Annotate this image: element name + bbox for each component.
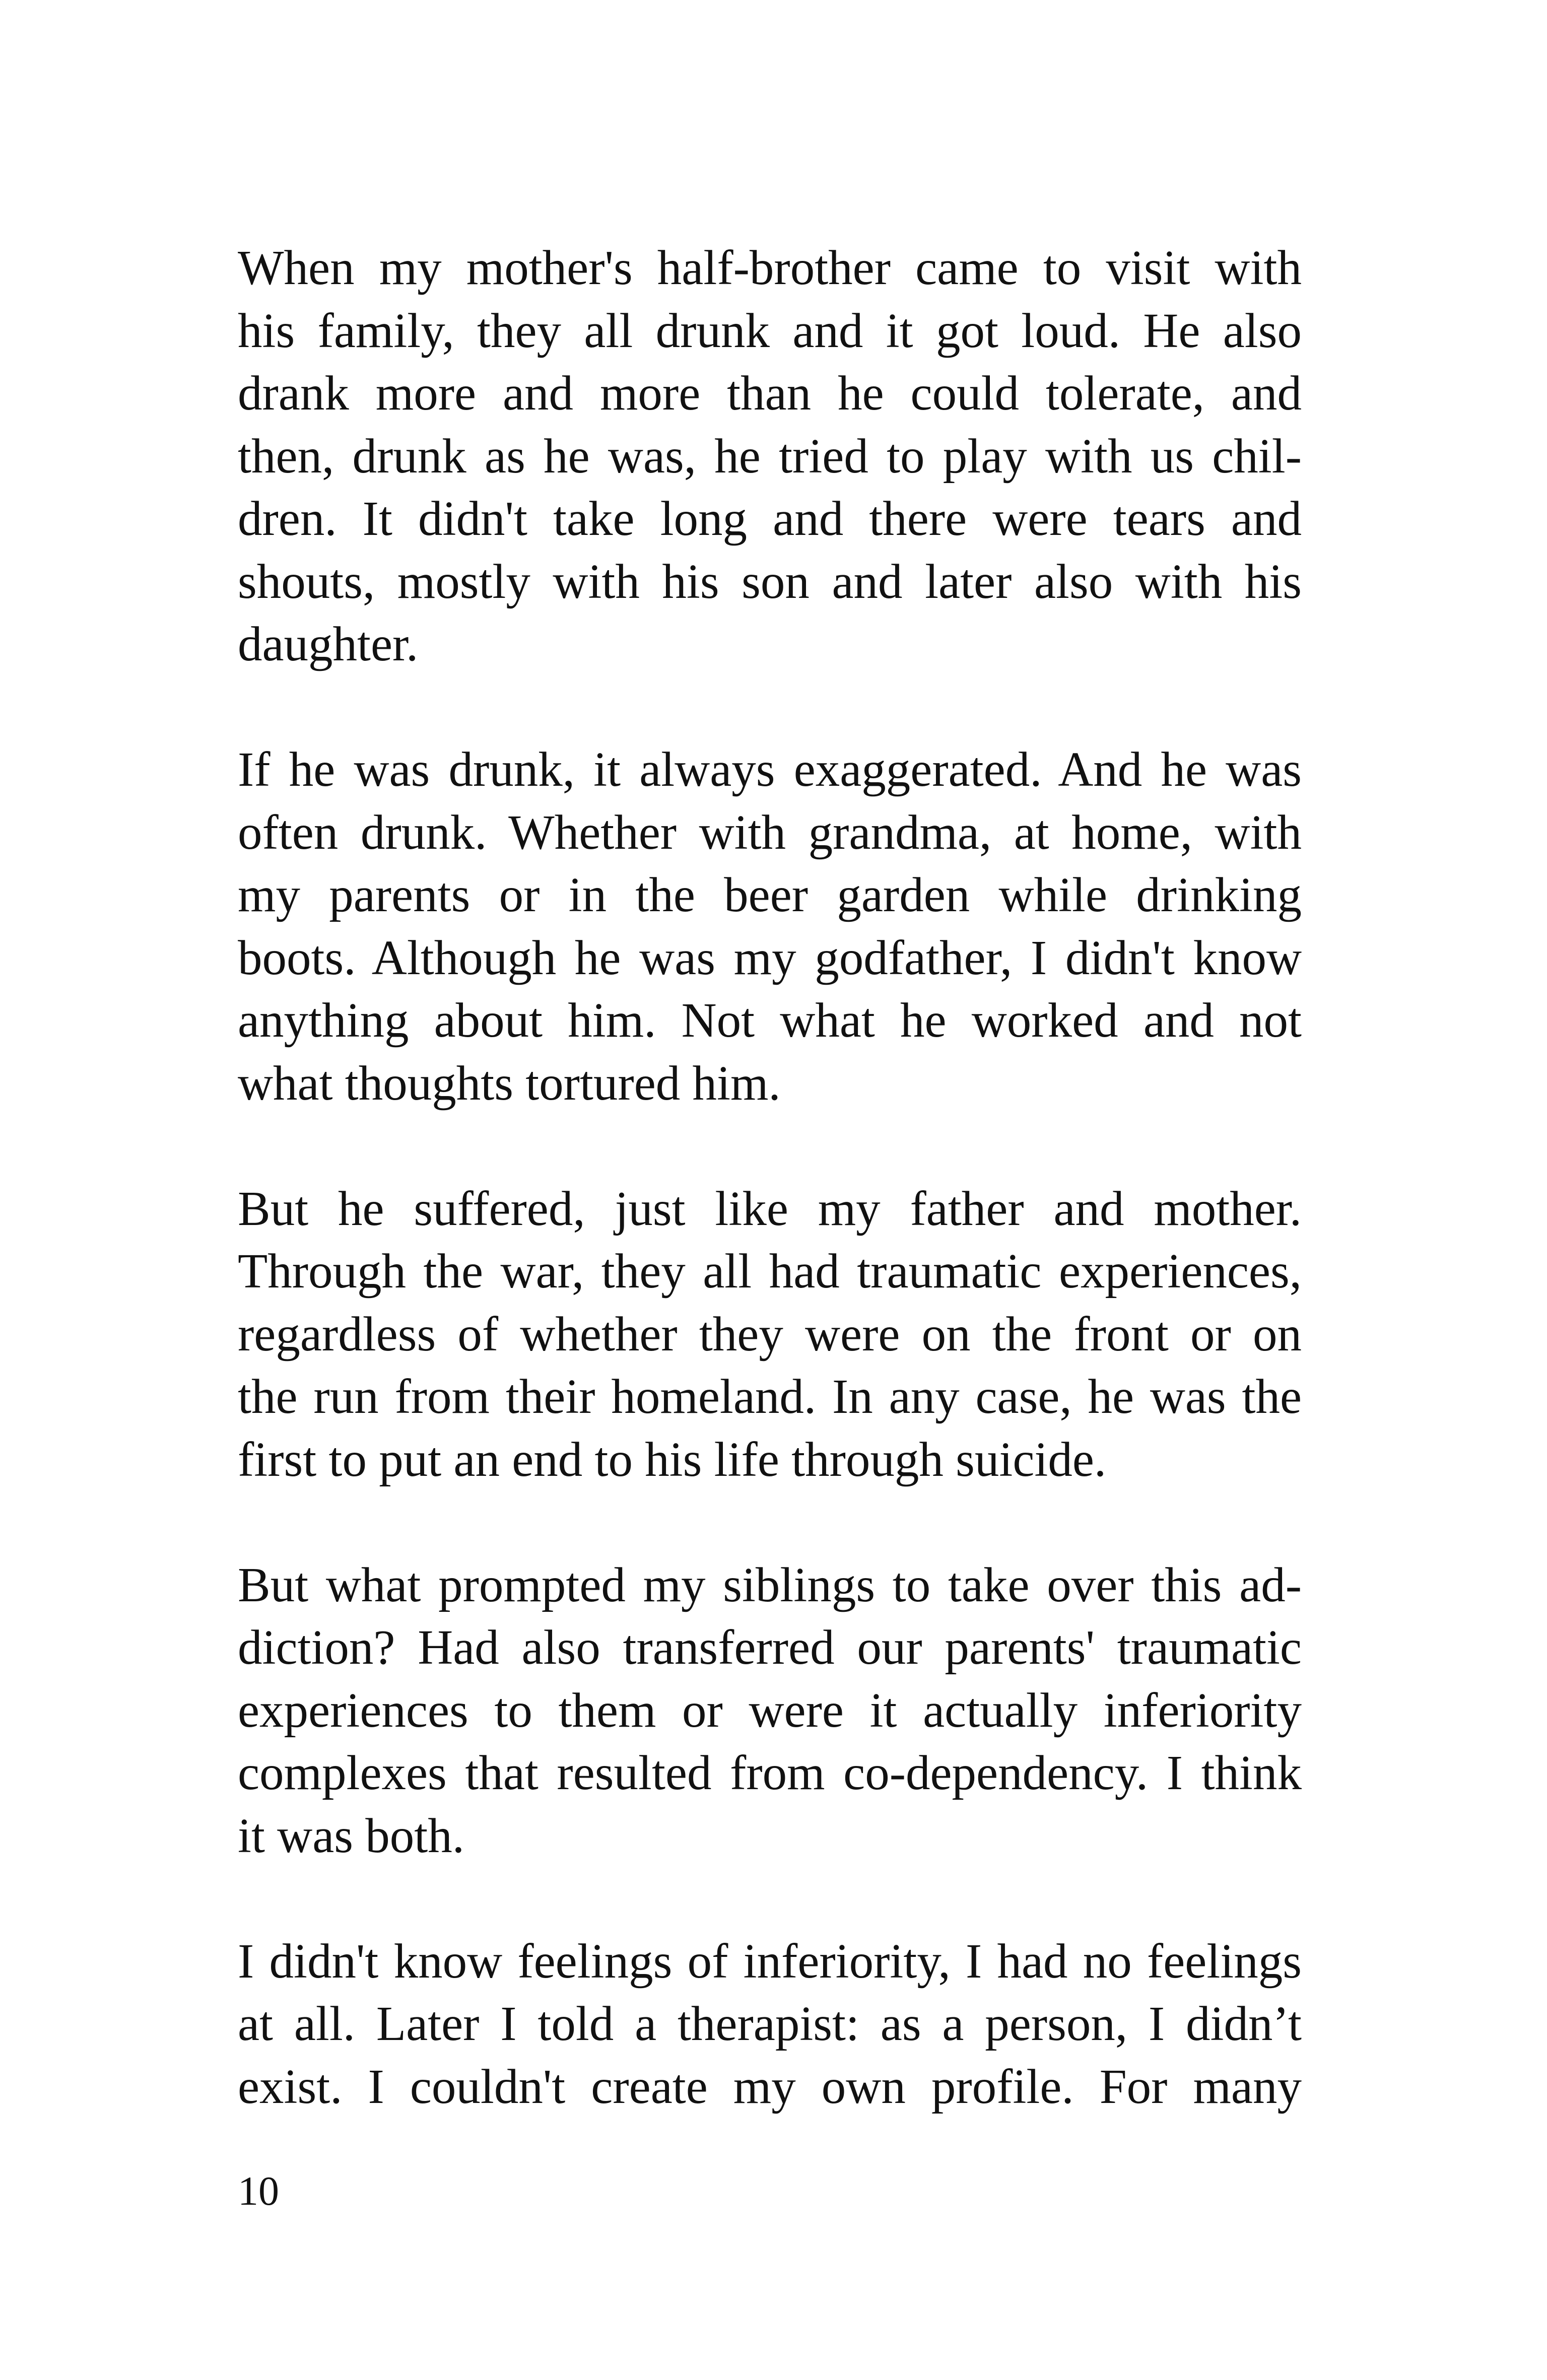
text-line: dren. It didn't take long and there were tears and — [238, 492, 1302, 546]
text-line: regardless of whether they were on the front or on — [238, 1307, 1302, 1361]
body-text — [238, 237, 1302, 2118]
page-number: 10 — [238, 2168, 279, 2214]
text-line: my parents or in the beer garden while drinking — [238, 868, 1302, 922]
text-line: anything about him. Not what he worked and not — [238, 993, 1302, 1047]
text-line: shouts, mostly with his son and later also with his — [238, 554, 1302, 608]
text-line: But what prompted my siblings to take over this ad- — [238, 1557, 1302, 1612]
text-line: often drunk. Whether with grandma, at home, with — [238, 805, 1302, 859]
text-line: his family, they all drunk and it got loud. He also — [238, 303, 1302, 358]
paragraph-gap — [238, 1115, 1302, 1178]
text-line: diction? Had also transferred our parents' traumatic — [238, 1620, 1302, 1674]
text-line: then, drunk as he was, he tried to play with us chil- — [238, 429, 1302, 483]
paragraph-5 — [238, 1930, 1302, 2119]
paragraph-4 — [238, 1554, 1302, 1868]
text-line: When my mother's half-brother came to visit with — [238, 241, 1302, 295]
text-line: it was both. — [238, 1808, 464, 1863]
text-line: experiences to them or were it actually inferiority — [238, 1683, 1302, 1737]
paragraph-gap — [238, 676, 1302, 739]
text-line: first to put an end to his life through suicide. — [238, 1432, 1107, 1486]
text-line: Through the war, they all had traumatic experiences, — [238, 1244, 1302, 1298]
paragraph-2 — [238, 738, 1302, 1115]
text-line: complexes that resulted from co-dependency. I think — [238, 1746, 1302, 1800]
text-line: drank more and more than he could tolerate, and — [238, 366, 1302, 420]
paragraph-3 — [238, 1178, 1302, 1491]
text-line: the run from their homeland. In any case, he was the — [238, 1370, 1302, 1423]
paragraph-gap — [238, 1491, 1302, 1554]
text-line: what thoughts tortured him. — [238, 1056, 781, 1110]
paragraph-gap — [238, 1867, 1302, 1930]
text-line: daughter. — [238, 617, 419, 671]
paragraph-1 — [238, 237, 1302, 676]
text-line: boots. Although he was my godfather, I didn't know — [238, 930, 1302, 985]
text-line: If he was drunk, it always exaggerated. And he was — [238, 742, 1302, 796]
text-line: at all. Later I told a therapist: as a person, I didn’t — [238, 1997, 1302, 2051]
text-line: exist. I couldn't create my own profile. For many — [238, 2059, 1302, 2114]
text-line: I didn't know feelings of inferiority, I had no feelings — [238, 1934, 1302, 1988]
text-line: But he suffered, just like my father and mother. — [238, 1181, 1302, 1236]
